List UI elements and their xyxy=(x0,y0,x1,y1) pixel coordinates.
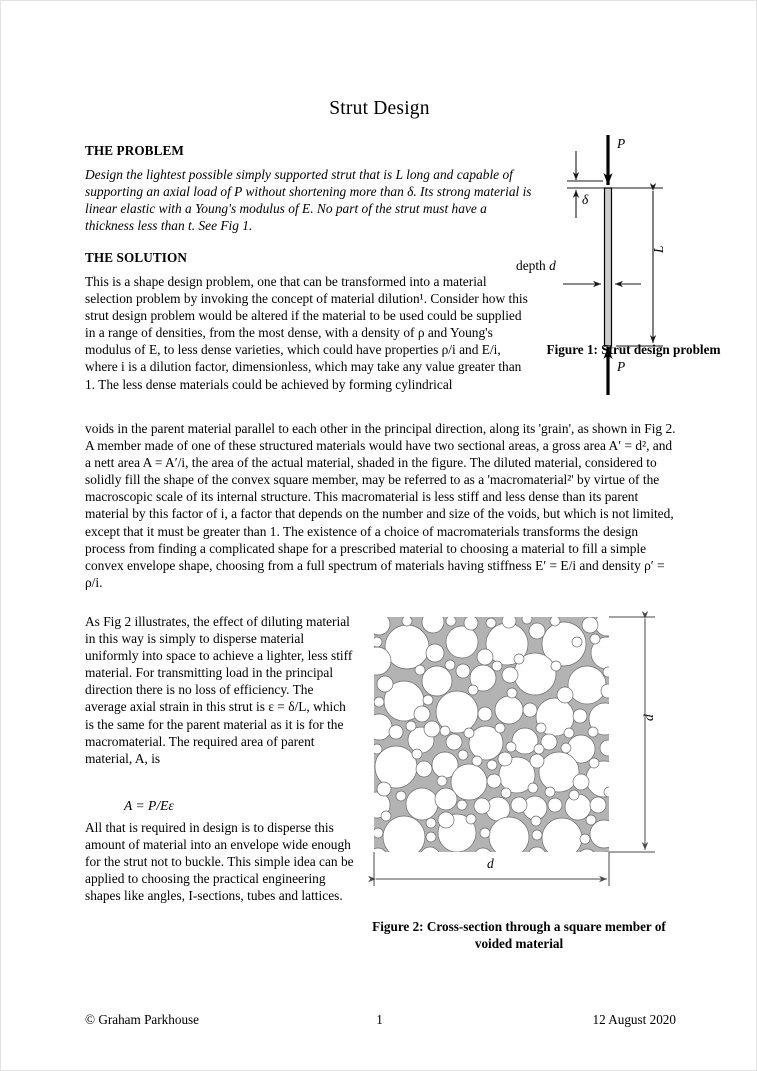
fig1-label-load-top: P xyxy=(617,136,626,151)
fig2-label-width: d xyxy=(487,856,494,871)
fig1-label-depth: depth d xyxy=(516,258,556,273)
solution-paragraph-1: This is a shape design problem, one that can be transformed into a material selection problem by invoking the concept of material dilution¹. Consider how this strut design problem would be altered if the material to be used could be supplied in a range of densities, from the most dense, with a density of ρ and Young's modulus of E, to less dense varieties, which could have properties ρ/i and E/i, where i is a dilution factor, dimensionless, which may take any value greater than 1. The less dense materials could be achieved by forming cylindrical xyxy=(85,274,528,392)
fig1-label-load-bottom: P xyxy=(617,359,626,374)
fig1-label-deflection: δ xyxy=(582,192,589,207)
figure-2-caption: Figure 2: Cross-section through a square member of voided material xyxy=(372,919,666,951)
footer-date: 12 August 2020 xyxy=(592,1012,676,1027)
fig1-strut-body xyxy=(605,188,612,346)
section-heading-solution: THE SOLUTION xyxy=(85,250,187,265)
solution-paragraph-2: voids in the parent material parallel to each other in the principal direction, along its 'grain', as shown in Fig 2. A member made of one of these structured materials would have two sectional areas, a gross area A′ = d², and a nett area A = A′/i, the area of the actual material, shaded in the figure. The diluted material, considered to solidly fill the shape of the convex square member, may be referred to as a 'macromaterial²' by virtue of the macroscopic scale of its internal structure. This macromaterial is less stiff and less dense than its parent material by this factor of i, a factor that depends on the number and size of the voids, but which is not limited, except that it must be greater than 1. The existence of a choice of macromaterials transforms the design process from finding a complicated shape for a prescribed material to choosing a material to fill a simple convex envelope shape, choosing from a full spectrum of materials having stiffness E′ = E/i and density ρ′ = ρ/i. xyxy=(85,421,676,590)
fig2-voided-material-field xyxy=(363,611,623,867)
fig2-label-height: d xyxy=(641,714,656,721)
solution-paragraph-3: As Fig 2 illustrates, the effect of diluting material in this way is simply to disperse material uniformly into space to achieve a lighter, less stiff material. For transmitting load in the principal direction there is no loss of efficiency. The average axial strain in this strut is ε = δ/L, which is the same for the parent material as it is for the macromaterial. The required area of parent material, A, is xyxy=(85,614,353,766)
figure-1-caption: Figure 1: Strut design problem xyxy=(546,342,721,357)
solution-paragraph-4: All that is required in design is to disperse this amount of material into an envelope wide enough for the strut not to buckle. This simple idea can be applied to choosing the practical engineering shapes like angles, I-sections, tubes and lattices. xyxy=(85,820,354,904)
equation-parent-area: A = P/Eε xyxy=(124,798,174,813)
section-heading-problem: THE PROBLEM xyxy=(85,143,184,158)
footer-copyright: © Graham Parkhouse xyxy=(85,1012,200,1027)
footer-page-number: 1 xyxy=(376,1012,383,1027)
problem-statement-text: Design the lightest possible simply supported strut that is L long and capable of supporting an axial load of P without shortening more than δ. Its strong material is linear elastic with a Young's modulus of E. No part of the strut must have a thickness less than t. See Fig 1. xyxy=(85,167,532,234)
page-title: Strut Design xyxy=(329,98,430,119)
fig1-label-length: L xyxy=(651,245,666,253)
figure-2-cross-section xyxy=(359,609,669,899)
